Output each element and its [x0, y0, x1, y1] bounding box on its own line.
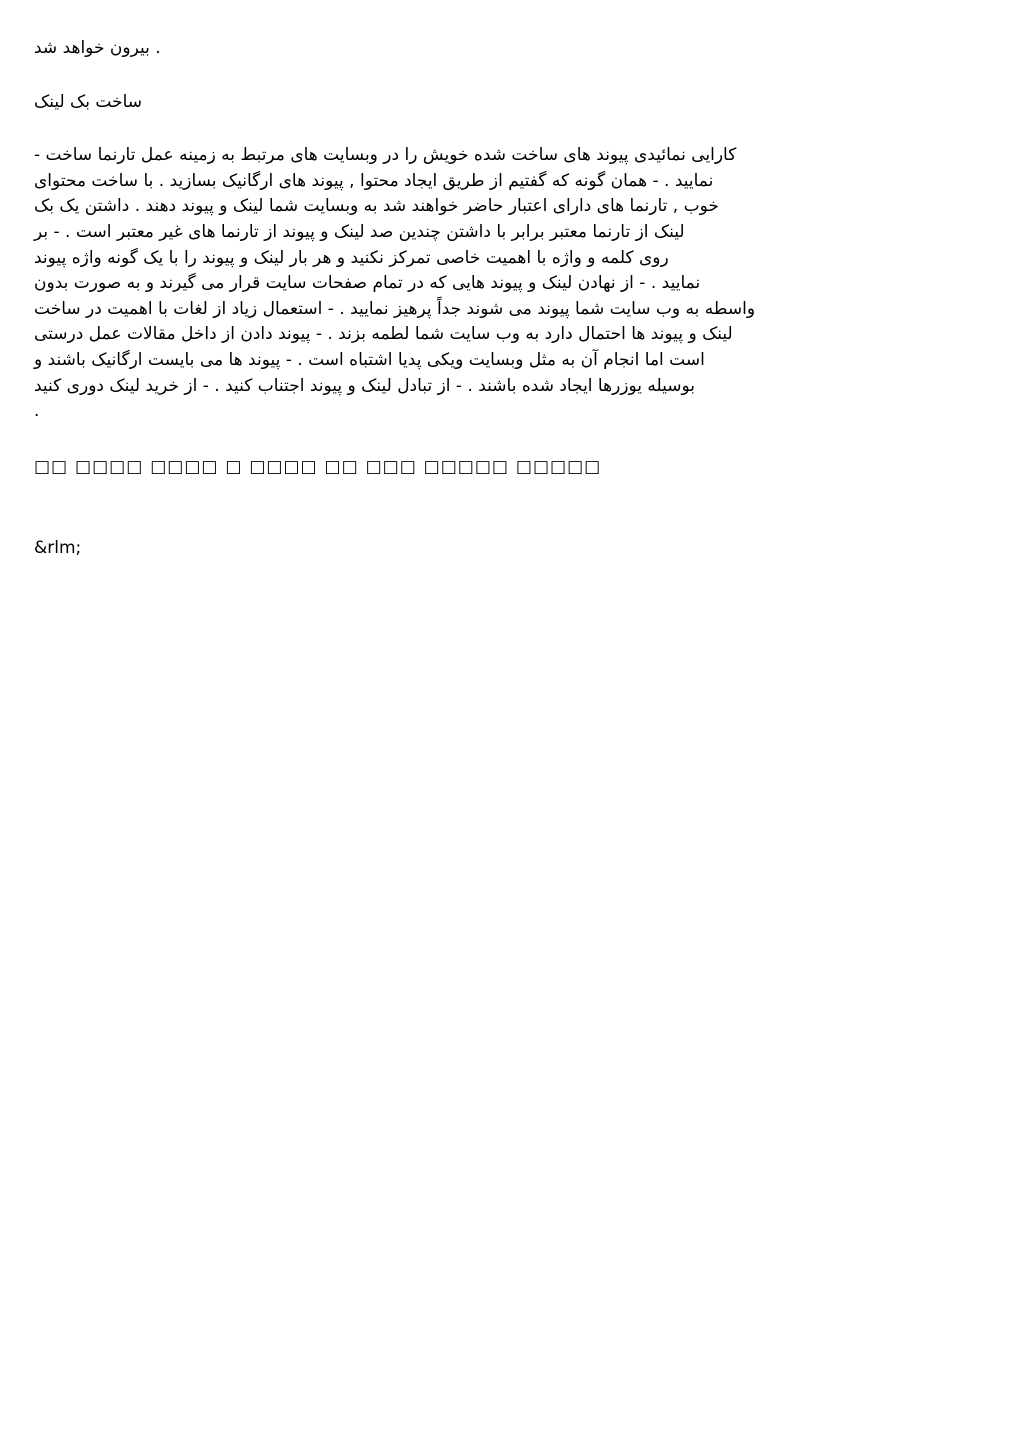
body-line: لینک از تارنما معتبر برابر با داشتن چندین صد لینک و پیوند از تارنما های غیر معتبر است . - بر [34, 221, 685, 242]
body-line: نمایید . - همان گونه که گفتیم از طریق ایجاد محتوا , پیوند های ارگانیک بسازید . با ساخت محتوای [34, 170, 714, 191]
document-page [34, 36, 989, 562]
body-paragraph [34, 143, 989, 425]
raw-entity-text: &rlm; [34, 538, 82, 559]
unrendered-glyph-line: □□ □□□□ □□□□ □ □□□□ □□ □□□ □□□□□ □□□□□ [34, 456, 602, 477]
intro-text: بیرون خواهد شد . [34, 38, 161, 58]
body-line: بوسیله یوزرها ایجاد شده باشند . - از تبادل لینک و پیوند اجتناب کنید . - از خرید لینک دوری کنید [34, 375, 696, 396]
body-line: خوب , تارنما های دارای اعتبار حاضر خواهند شد به وبسایت شما لینک و پیوند دهند . داشتن یک بک [34, 196, 719, 217]
body-line: است اما انجام آن به مثل وبسایت ویکی پدیا اشتباه است . - پیوند ها می بایست ارگانیک باشند و [34, 349, 705, 370]
body-line: . [34, 401, 40, 422]
body-line: واسطه به وب سایت شما پیوند می شوند جداً پرهیز نمایید . - استعمال زیاد از لغات با اهمیت در ساخت [34, 298, 756, 319]
body-line: روی کلمه و واژه با اهمیت خاصی تمرکز نکنید و هر بار لینک و پیوند را با یک گونه واژه پیوند [34, 247, 669, 268]
body-line: - کارایی نمائیدی پیوند های ساخت شده خویش را در وبسایت های مرتبط به زمینه عمل تارنما ساخت [34, 145, 737, 166]
section-heading: ساخت بک لینک [34, 91, 143, 112]
body-line: لینک و پیوند ها احتمال دارد به وب سایت شما لطمه بزند . - پیوند دادن از داخل مقالات عمل درستی [34, 324, 733, 345]
body-line: نمایید . - از نهادن لینک و پیوند هایی که در تمام صفحات سایت قرار می گیرند و به صورت بدون [34, 273, 701, 294]
